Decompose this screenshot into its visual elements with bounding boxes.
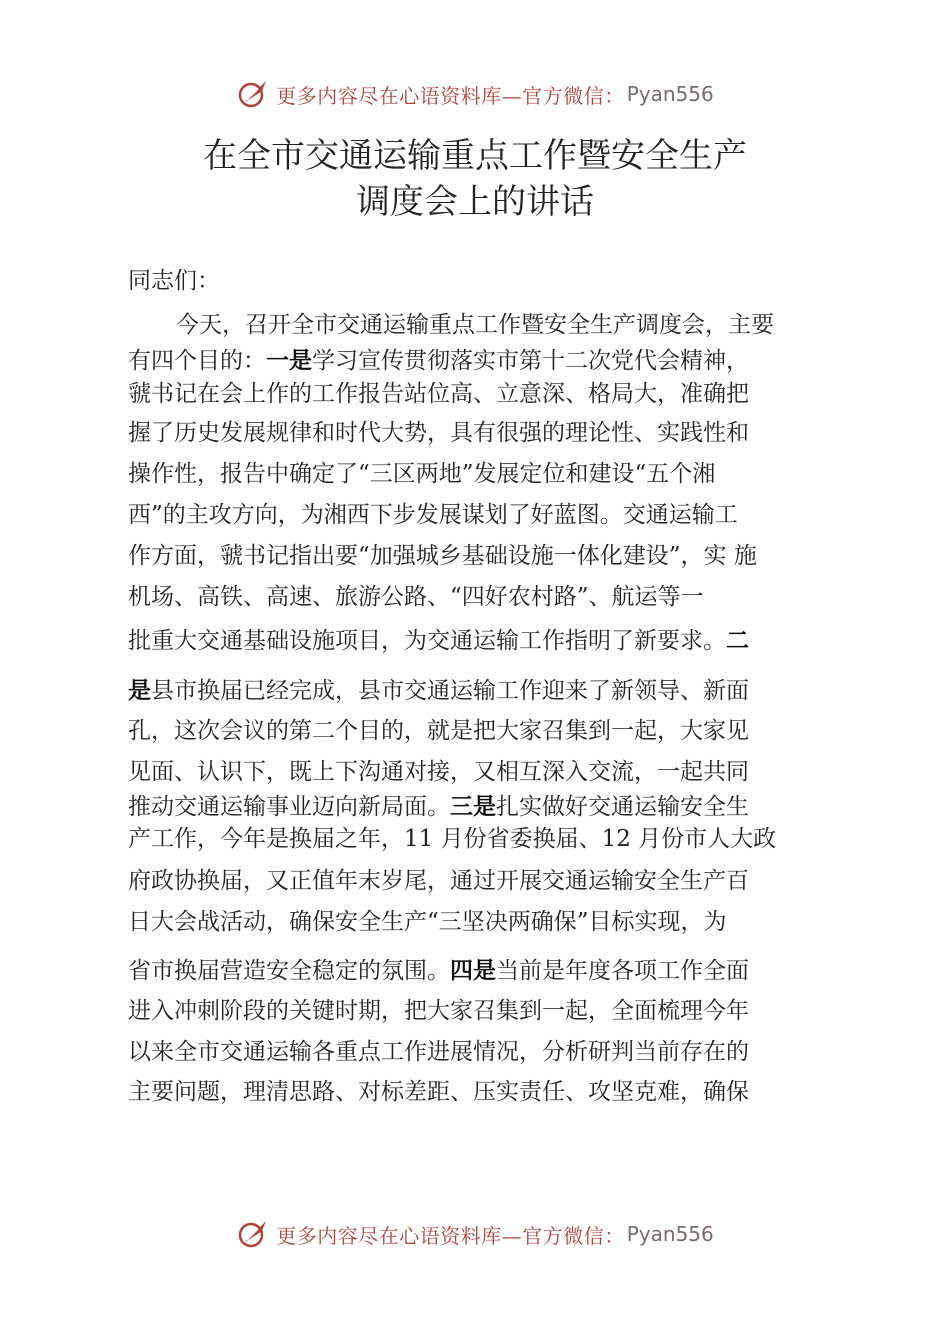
body-line: 有四个目的：一是学习宣传贯彻落实市第十二次党代会精神， xyxy=(128,348,749,374)
body-line: 批重大交通基础设施项目，为交通运输工作指明了新要求。二 xyxy=(128,628,749,654)
document-title-line-2: 调度会上的讲话 xyxy=(356,182,594,222)
body-line: 见面、认识下，既上下沟通对接，又相互深入交流，一起共同 xyxy=(128,759,749,785)
watermark-header xyxy=(0,74,950,114)
body-line: 主要问题，理清思路、对标差距、压实责任、攻坚克难，确保 xyxy=(128,1079,749,1105)
watermark-footer xyxy=(0,1214,950,1254)
body-line: 推动交通运输事业迈向新局面。三是扎实做好交通运输安全生 xyxy=(128,794,749,820)
body-line: 府政协换届，又正值年末岁尾，通过开展交通运输安全生产百 xyxy=(128,868,749,894)
watermark-text: 更多内容尽在心语资料库—官方微信： xyxy=(276,83,625,108)
body-line: 操作性，报告中确定了“三区两地”发展定位和建设“五个湘 xyxy=(128,461,716,487)
keyword-second: 二 xyxy=(726,628,749,654)
body-line: 进入冲刺阶段的关键时期，把大家召集到一起，全面梳理今年 xyxy=(128,998,749,1024)
body-line: 握了历史发展规律和时代大势，具有很强的理论性、实践性和 xyxy=(128,420,749,446)
body-line: 机场、高铁、高速、旅游公路、“四好农村路”、航运等一 xyxy=(128,584,704,610)
body-line: 作方面，虢书记指出要“加强城乡基础设施一体化建设”，实 施 xyxy=(128,543,757,569)
body-line: 虢书记在会上作的工作报告站位高、立意深、格局大，准确把 xyxy=(128,381,749,407)
quill-logo-icon xyxy=(236,77,270,111)
body-line: 省市换届营造安全稳定的氛围。四是当前是年度各项工作全面 xyxy=(128,958,749,984)
watermark-text: 更多内容尽在心语资料库—官方微信： xyxy=(276,1223,625,1248)
watermark-contact: Pyan556 xyxy=(626,1222,714,1246)
body-line: 是县市换届已经完成，县市交通运输工作迎来了新领导、新面 xyxy=(128,678,749,704)
quill-logo-icon xyxy=(236,1217,270,1251)
salutation: 同志们： xyxy=(128,268,220,294)
watermark-contact: Pyan556 xyxy=(626,82,714,106)
keyword-third: 三是 xyxy=(450,794,496,820)
keyword-fourth: 四是 xyxy=(450,958,496,984)
body-line: 西”的主攻方向，为湘西下步发展谋划了好蓝图。交通运输工 xyxy=(128,502,738,528)
document-title-line-1: 在全市交通运输重点工作暨安全生产 xyxy=(203,136,747,176)
body-line: 孔，这次会议的第二个目的，就是把大家召集到一起，大家见 xyxy=(128,718,749,744)
keyword-second-cont: 是 xyxy=(128,678,151,704)
body-line: 以来全市交通运输各重点工作进展情况，分析研判当前存在的 xyxy=(128,1039,749,1065)
keyword-first: 一是 xyxy=(266,348,312,374)
body-line: 今天，召开全市交通运输重点工作暨安全生产调度会，主要 xyxy=(176,312,774,338)
body-line: 日大会战活动，确保安全生产“三坚决两确保”目标实现，为 xyxy=(128,909,727,935)
body-line: 产工作，今年是换届之年，11 月份省委换届、12 月份市人大政 xyxy=(128,826,777,852)
